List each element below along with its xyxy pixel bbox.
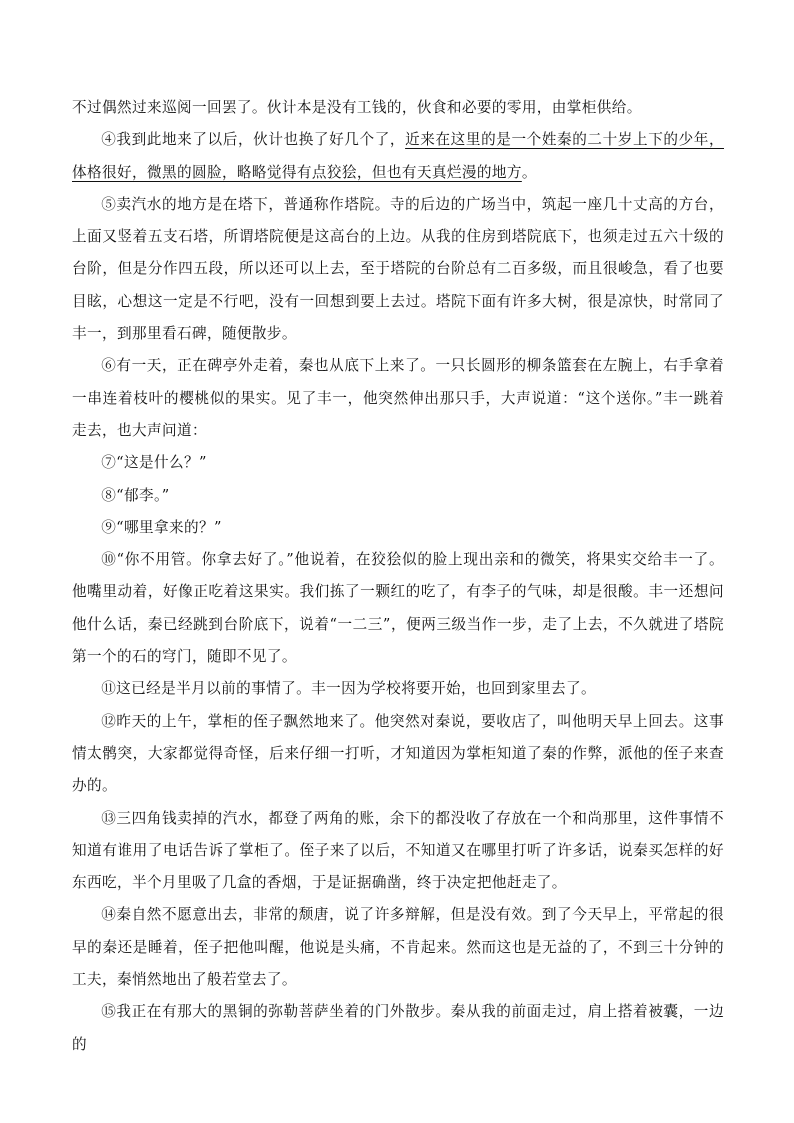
paragraph bbox=[72, 803, 724, 900]
paragraph-text: ⑫昨天的上午，掌柜的侄子飘然地来了。他突然对秦说，要收店了，叫他明天早上回去。这事情太鹘突，大家都觉得奇怪，后来仔细一打听，才知道因为掌柜知道了秦的作弊，派他的侄子来查办的。 bbox=[72, 712, 724, 795]
paragraph-text: 不过偶然过来巡阅一回罢了。伙计本是没有工钱的，伙食和必要的零用，由掌柜供给。 bbox=[72, 99, 642, 116]
paragraph bbox=[72, 544, 724, 673]
paragraph-text: ⑭秦自然不愿意出去，非常的颓唐，说了许多辩解，但是没有效。到了今天早上，平常起的很早的秦还是睡着，侄子把他叫醒，他说是头痛，不肯起来。然而这也是无益的了，不到三十分钟的工夫，秦悄然地出了般若堂去了。 bbox=[72, 906, 724, 989]
document-page bbox=[72, 92, 724, 1061]
paragraph bbox=[72, 899, 724, 996]
paragraph bbox=[72, 447, 724, 479]
paragraph-text: ⑤卖汽水的地方是在塔下，普通称作塔院。寺的后边的广场当中，筑起一座几十丈高的方台，上面又竖着五支石塔，所谓塔院便是这高台的上边。从我的住房到塔院底下，也须走过五六十级的台阶，但是分作四五段，所以还可以上去，至于塔院的台阶总有二百多级，而且很峻急，看了也要目眩，心想这一定是不行吧，没有一回想到要上去过。塔院下面有许多大树，很是凉快，时常同了丰一，到那里看石碑，随便散步。 bbox=[72, 195, 724, 343]
paragraph-text: ⑬三四角钱卖掉的汽水，都登了两角的账，余下的都没收了存放在一个和尚那里，这件事情不知道有谁用了电话告诉了掌柜了。侄子来了以后，不知道又在哪里打听了许多话，说秦买怎样的好东西吃，半个月里吸了几盒的香烟，于是证据确凿，终于决定把他赶走了。 bbox=[72, 809, 724, 892]
paragraph bbox=[72, 706, 724, 803]
paragraph bbox=[72, 124, 724, 189]
paragraph bbox=[72, 189, 724, 350]
paragraph-text: ⑦“这是什么？” bbox=[101, 454, 207, 472]
paragraph bbox=[72, 673, 724, 705]
paragraph-text: ④我到此地来了以后，伙计也换了好几个了， bbox=[101, 131, 406, 149]
paragraph-text: ⑨“哪里拿来的？” bbox=[101, 518, 222, 536]
paragraph-text: ⑪这已经是半月以前的事情了。丰一因为学校将要开始，也回到家里去了。 bbox=[101, 680, 596, 698]
paragraph bbox=[72, 512, 724, 544]
paragraph-text: ⑩“你不用管。你拿去好了。”他说着，在狡狯似的脸上现出亲和的微笑，将果实交给丰一了。他嘴里动着，好像正吃着这果实。我们拣了一颗红的吃了，有李子的气味，却是很酸。丰一还想问他什么话，秦已经跳到台阶底下，说着“一二三”，便两三级当作一步，走了上去，不久就进了塔院第一个的石的穹门，随即不见了。 bbox=[72, 551, 724, 666]
paragraph bbox=[72, 480, 724, 512]
paragraph bbox=[72, 92, 724, 124]
underlined-text: 近来在这里的是一个姓秦的二十岁上下的少年，体格很好，微黑的圆脸，略略觉得有点狡狯，但也有天真烂漫的地方 bbox=[72, 131, 724, 181]
paragraph-text: ⑥有一天，正在碑亭外走着，秦也从底下上来了。一只长圆形的柳条篮套在左腕上，右手拿着一串连着枝叶的樱桃似的果实。见了丰一，他突然伸出那只手，大声说道：“这个送你。”丰一跳着走去，也大声问道： bbox=[72, 357, 724, 439]
paragraph-text: ⑧“郁李。” bbox=[101, 486, 170, 504]
paragraph bbox=[72, 996, 724, 1061]
paragraph bbox=[72, 350, 724, 447]
paragraph-text: 。 bbox=[521, 163, 537, 181]
paragraph-text: ⑮我正在有那大的黑铜的弥勒菩萨坐着的门外散步。秦从我的前面走过，肩上搭着被囊，一边的 bbox=[72, 1003, 724, 1053]
